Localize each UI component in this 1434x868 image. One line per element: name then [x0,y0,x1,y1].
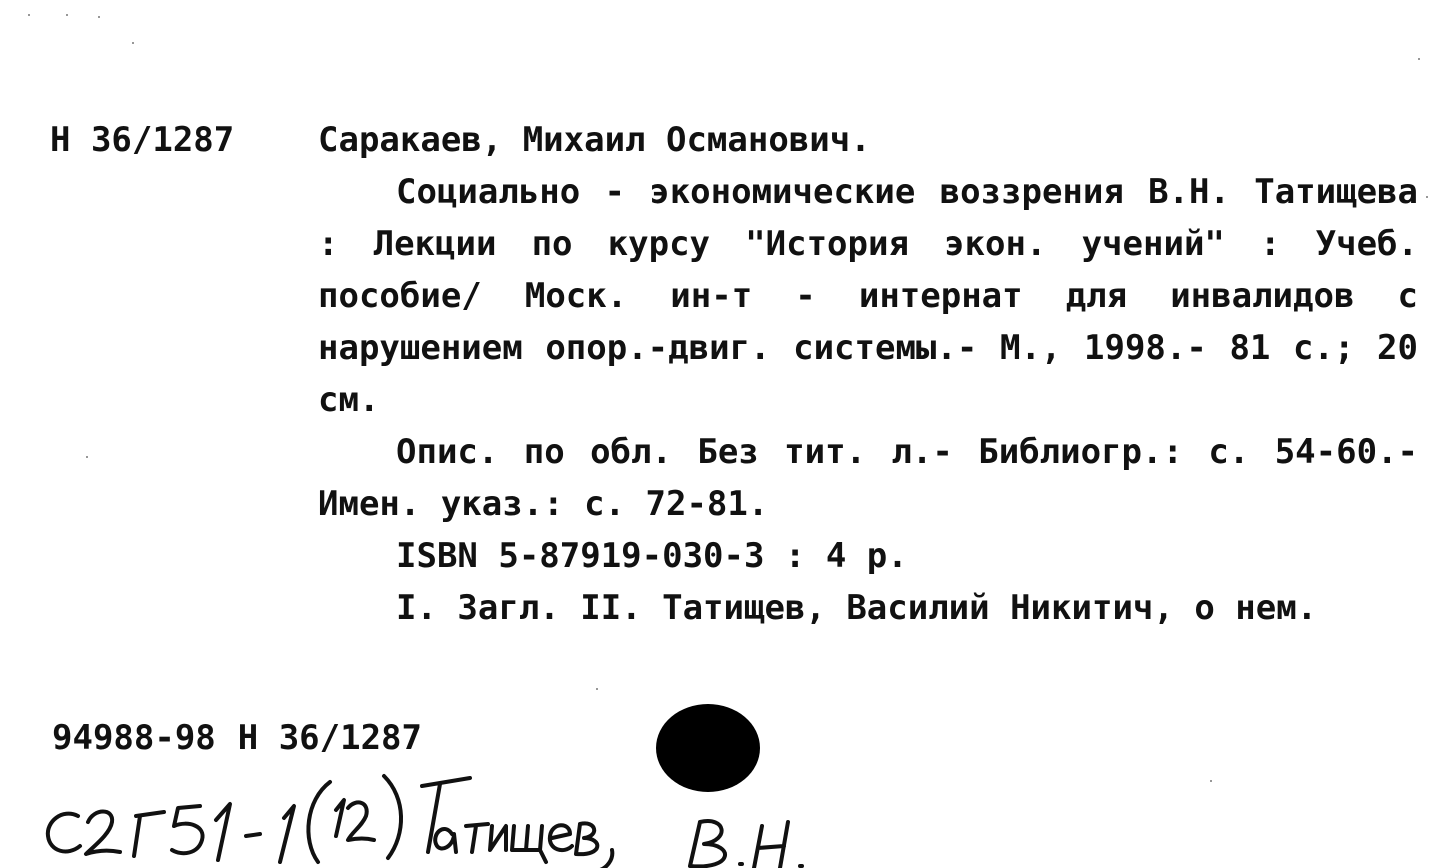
isbn-line: ISBN 5-87919-030-3 : 4 р. [396,536,908,576]
entry-body [318,166,1418,634]
scan-speck [1210,780,1212,782]
handwriting-drawing [40,764,840,868]
scan-speck [1418,58,1420,60]
scan-speck [132,42,134,44]
tracings-paragraph: I. Загл. II. Татищев, Василий Никитич, о нем. [396,588,1318,628]
accession-number: 94988-98 [52,718,216,758]
shelf-mark: Н 36/1287 [50,120,235,160]
scan-speck [66,14,68,16]
scan-speck [1426,196,1428,198]
accession-shelf-mark: Н 36/1287 [237,718,422,758]
scan-speck [596,688,598,690]
scan-speck [98,16,100,18]
accession-line [52,712,422,764]
handwritten-note [40,764,840,868]
scan-speck [86,456,88,458]
notes-paragraph: Опис. по обл. Без тит. л.- Библиогр.: с. 54-60.- Имен. указ.: с. 72-81. [318,432,1418,524]
author-heading: Саракаев, Михаил Османович. [318,120,871,160]
title-paragraph: Социально - экономические воззрения В.Н. Татищева : Лекции по курсу "История экон. учений" : Учеб. пособие/ Моск. ин-т - интернат для инвалидов с нарушением опор.-двиг. системы.- М., 1998.- 81 с.; 20 см. [318,172,1418,420]
scan-speck [28,14,30,16]
